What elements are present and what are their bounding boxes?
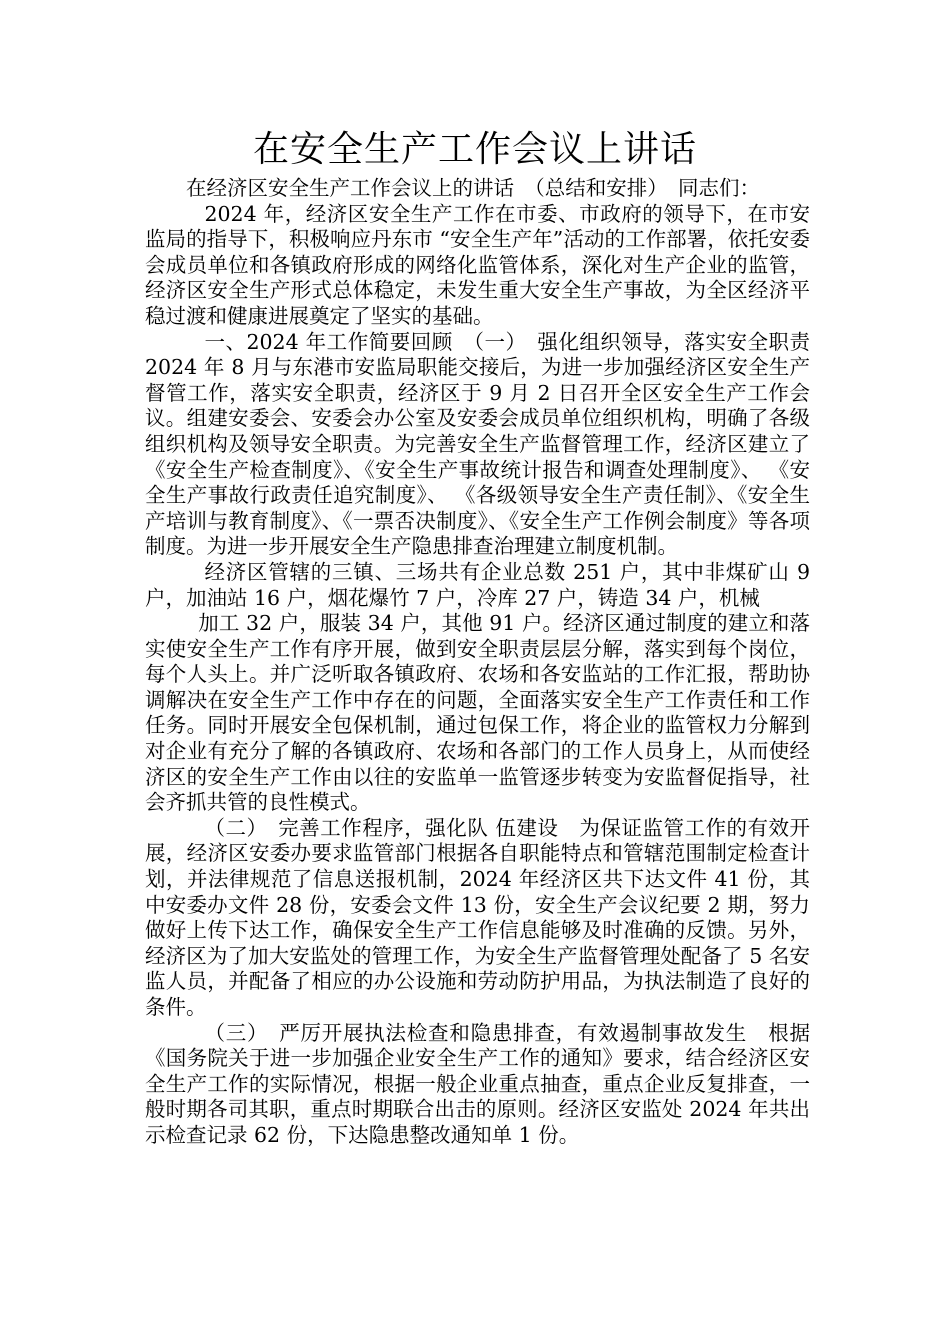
document-title: 在安全生产工作会议上讲话	[252, 129, 697, 170]
paragraph-enterprise-count: 经济区管辖的三镇、三场共有企业总数 251 户，其中非煤矿山 9 户，加油站 16 户，烟花爆竹 7 户，冷库 27 户，铸造 34 户，机械	[145, 559, 810, 610]
paragraph-section-two: （二） 完善工作程序，强化队 伍建设 为保证监管工作的有效开展，经济区安委办要求监管部门根据各自职能特点和管辖范围制定检查计划，并法律规范了信息送报机制，2024 年经济区共下达文件 41 份，其中安委办文件 28 份，安委会文件 13 份，安全生产会议纪要 2 期，努力做好上传下达工作，确保安全生产工作信息能够及时准确的反馈。另外，经济区为了加大安监处的管理工作，为安全生产监督管理处配备了 5 名安监人员，并配备了相应的办公设施和劳动防护用品，为执法制造了良好的条件。	[145, 815, 810, 1019]
paragraph-section-one: 一、2024 年工作简要回顾 （一） 强化组织领导，落实安全职责 2024 年 8 月与东港市安监局职能交接后，为进一步加强经济区安全生产督管工作，落实安全职责，经济区于 9 月 2 日召开全区安全生产工作会议。组建安委会、安委会办公室及安委会成员单位组织机构，明确了各级组织机构及领导安全职责。为完善安全生产监督管理工作，经济区建立了《安全生产检查制度》、《安全生产事故统计报告和调查处理制度》、 《安全生产事故行政责任追究制度》、 《各级领导安全生产责任制》、《安全生产培训与教育制度》、《一票否决制度》、《安全生产工作例会制度》等各项制度。为进一步开展安全生产隐患排查治理建立制度机制。	[145, 329, 831, 559]
paragraph-overview: 2024 年，经济区安全生产工作在市委、市政府的领导下，在市安监局的指导下，积极响应丹东市 “安全生产年”活动的工作部署，依托安委会成员单位和各镇政府形成的网络化监管体系，深化对生产企业的监管，经济区安全生产形式总体稳定，未发生重大安全生产事故，为全区经济平稳过渡和健康进展奠定了坚实的基础。	[145, 201, 810, 328]
paragraph-enterprise-detail: 加工 32 户，服装 34 户，其他 91 户。经济区通过制度的建立和落实使安全生产工作有序开展，做到安全职责层层分解，落实到每个岗位，每个人头上。并广泛听取各镇政府、农场和各安监站的工作汇报，帮助协调解决在安全生产工作中存在的问题，全面落实安全生产工作责任和工作任务。同时开展安全包保机制，通过包保工作，将企业的监管权力分解到对企业有充分了解的各镇政府、农场和各部门的工作人员身上，从而使经济区的安全生产工作由以往的安监单一监管逐步转变为安监督促指导，社会齐抓共管的良性模式。	[145, 611, 810, 815]
paragraph-section-three: （三） 严厉开展执法检查和隐患排查，有效遏制事故发生 根据《国务院关于进一步加强企业安全生产工作的通知》要求，结合经济区安全生产工作的实际情况，根据一般企业重点抽查，重点企业反复排查，一般时期各司其职，重点时期联合出击的原则。经济区安监处 2024 年共出示检查记录 62 份，下达隐患整改通知单 1 份。	[145, 1020, 810, 1147]
document-body	[145, 176, 831, 1149]
paragraph-opening: 在经济区安全生产工作会议上的讲话 （总结和安排） 同志们：	[186, 176, 760, 200]
